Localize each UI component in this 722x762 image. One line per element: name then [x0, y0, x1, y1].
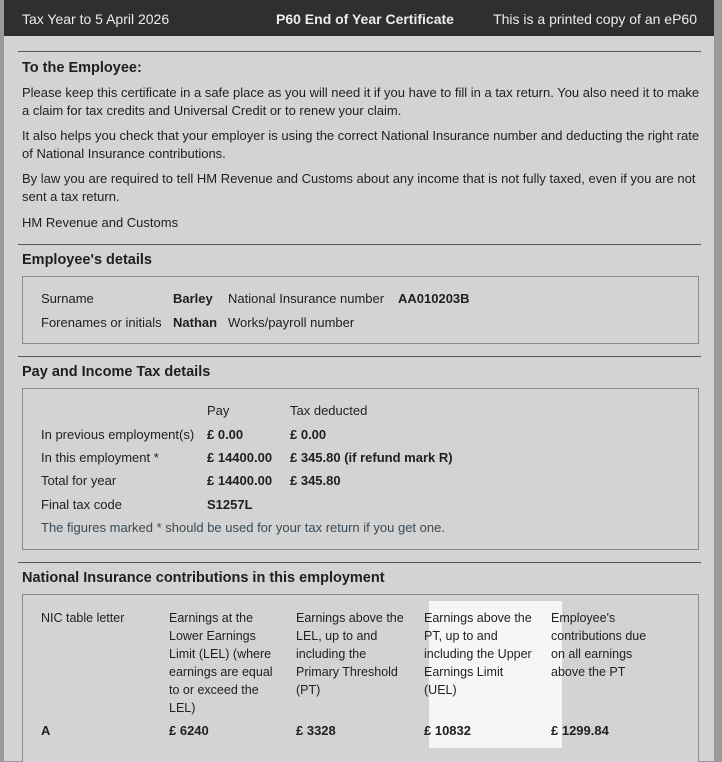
nic-box — [22, 594, 699, 762]
pay-details-box — [22, 388, 699, 550]
ni-value: AA010203B — [398, 291, 470, 306]
row-pay: £ 14400.00 — [207, 450, 273, 465]
nic-letter-value: A — [41, 723, 51, 738]
row-tax: £ 345.80 — [290, 473, 341, 488]
forenames-value: Nathan — [173, 315, 218, 330]
nic-col-lel-header: Earnings at the Lower Earnings Limit (LEL) (where earnings are equal to or exceed the LEL) — [169, 611, 273, 715]
divider — [18, 244, 701, 245]
row-tax: £ 345.80 (if refund mark R) — [290, 450, 453, 465]
intro-paragraph-1: Please keep this certificate in a safe place as you will need it if you have to fill in a tax return. You also need it to make a claim for tax credits and Universal Credit or to renew your claim. — [22, 85, 700, 118]
divider — [18, 51, 701, 52]
row-label: Final tax code — [41, 497, 122, 512]
tax-code-value: S1257L — [207, 497, 253, 512]
row-pay: £ 14400.00 — [207, 473, 273, 488]
intro-heading: To the Employee: — [22, 60, 142, 76]
intro-paragraph-3: By law you are required to tell HM Revenue and Customs about any income that is not fully taxed, even if you are not sent a tax return. — [22, 171, 696, 204]
document-title: P60 End of Year Certificate — [276, 11, 454, 27]
row-label: Total for year — [41, 473, 117, 488]
surname-value: Barley — [173, 291, 213, 306]
nic-col-pt-uel-header: Earnings above the PT, up to and including the Upper Earnings Limit (UEL) — [424, 611, 532, 697]
pay-heading: Pay and Income Tax details — [22, 364, 211, 380]
nic-lel-pt-value: £ 3328 — [296, 723, 336, 738]
nic-col-contrib-header: Employee's contributions due on all earnings above the PT — [551, 611, 647, 679]
employee-heading: Employee's details — [22, 252, 152, 268]
employee-details-box — [22, 276, 699, 344]
header-bar — [4, 0, 714, 36]
intro-signoff: HM Revenue and Customs — [22, 215, 179, 230]
row-label: In previous employment(s) — [41, 427, 195, 442]
tax-year: Tax Year to 5 April 2026 — [22, 11, 170, 27]
divider — [18, 562, 701, 563]
pay-column-header: Pay — [207, 403, 230, 418]
tax-return-note: The figures marked * should be used for your tax return if you get one. — [41, 520, 445, 535]
nic-heading: National Insurance contributions in this employment — [22, 570, 385, 586]
printed-copy-note: This is a printed copy of an eP60 — [493, 11, 697, 27]
nic-col-letter-header: NIC table letter — [41, 611, 125, 625]
nic-col-lel-pt-header: Earnings above the LEL, up to and including the Primary Threshold (PT) — [296, 611, 404, 697]
intro-paragraph-2: It also helps you check that your employer is using the correct National Insurance number and deducting the right rate of National Insurance contributions. — [22, 128, 700, 161]
nic-contrib-value: £ 1299.84 — [551, 723, 609, 738]
payroll-label: Works/payroll number — [228, 315, 355, 330]
nic-pt-uel-value: £ 10832 — [424, 723, 471, 738]
surname-label: Surname — [41, 291, 94, 306]
nic-lel-value: £ 6240 — [169, 723, 209, 738]
row-tax: £ 0.00 — [290, 427, 327, 442]
tax-column-header: Tax deducted — [290, 403, 368, 418]
ni-label: National Insurance number — [228, 291, 385, 306]
forenames-label: Forenames or initials — [41, 315, 162, 330]
row-label: In this employment * — [41, 450, 159, 465]
p60-page — [4, 0, 714, 761]
divider — [18, 356, 701, 357]
row-pay: £ 0.00 — [207, 427, 244, 442]
